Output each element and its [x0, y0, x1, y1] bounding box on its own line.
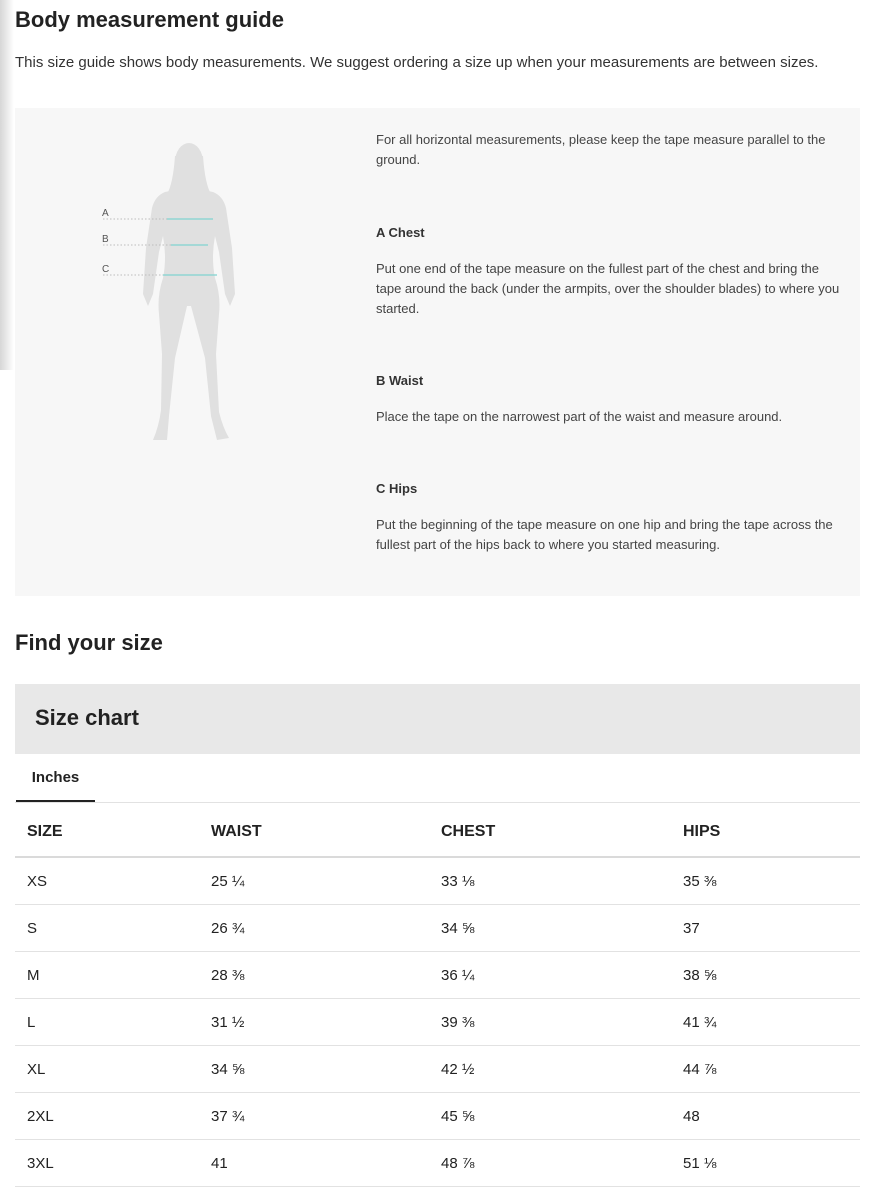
waist-instruction: Place the tape on the narrowest part of the waist and measure around. [376, 409, 783, 424]
hips-cell: 44 ⅞ [671, 1046, 860, 1093]
table-row [15, 1046, 860, 1093]
label-b: B [102, 234, 109, 245]
column-header-chest: CHEST [429, 808, 671, 857]
silhouette [143, 143, 235, 440]
body-silhouette-illustration [95, 136, 255, 446]
hips-heading: C Hips [376, 481, 418, 496]
guide-intro: This size guide shows body measurements. We suggest ordering a size up when your measurements are between sizes. [15, 54, 819, 71]
chest-cell: 45 ⅝ [429, 1093, 671, 1140]
tab-inches[interactable]: Inches [16, 754, 95, 802]
size-cell: XS [15, 857, 199, 905]
find-size-title: Find your size [15, 630, 163, 655]
hips-cell: 38 ⅝ [671, 952, 860, 999]
waist-cell: 28 ⅜ [199, 952, 429, 999]
column-header-hips: HIPS [671, 808, 860, 857]
general-instruction: For all horizontal measurements, please keep the tape measure parallel to the ground. [376, 132, 826, 167]
table-row [15, 857, 860, 905]
size-cell: XL [15, 1046, 199, 1093]
table-row [15, 1140, 860, 1187]
waist-cell: 41 [199, 1140, 429, 1187]
label-a: A [102, 208, 109, 219]
hips-cell: 37 [671, 905, 860, 952]
size-table [15, 808, 860, 1187]
chest-cell: 33 ⅛ [429, 857, 671, 905]
guide-title: Body measurement guide [15, 7, 284, 32]
label-c: C [102, 264, 110, 275]
hips-cell: 51 ⅛ [671, 1140, 860, 1187]
chest-heading: A Chest [376, 225, 425, 240]
waist-cell: 31 ½ [199, 999, 429, 1046]
waist-cell: 25 ¼ [199, 857, 429, 905]
waist-cell: 34 ⅝ [199, 1046, 429, 1093]
waist-cell: 26 ¾ [199, 905, 429, 952]
size-cell: L [15, 999, 199, 1046]
chest-cell: 48 ⅞ [429, 1140, 671, 1187]
hips-cell: 35 ⅜ [671, 857, 860, 905]
unit-tabs [15, 754, 860, 803]
chest-cell: 39 ⅜ [429, 999, 671, 1046]
chest-cell: 36 ¼ [429, 952, 671, 999]
hips-instruction: Put the beginning of the tape measure on one hip and bring the tape across the fullest part of the hips back to where you started measuring. [376, 517, 833, 552]
size-chart-title: Size chart [35, 705, 139, 730]
chest-instruction: Put one end of the tape measure on the fullest part of the chest and bring the tape around the back (under the armpits, over the shoulder blades) to where you started. [376, 261, 840, 316]
chest-cell: 34 ⅝ [429, 905, 671, 952]
table-header-row [15, 808, 860, 857]
table-row [15, 952, 860, 999]
size-cell: S [15, 905, 199, 952]
hips-cell: 48 [671, 1093, 860, 1140]
table-row [15, 999, 860, 1046]
column-header-size: SIZE [15, 808, 199, 857]
size-cell: M [15, 952, 199, 999]
table-row [15, 1093, 860, 1140]
hips-cell: 41 ¾ [671, 999, 860, 1046]
chest-cell: 42 ½ [429, 1046, 671, 1093]
table-row [15, 905, 860, 952]
measurement-panel [15, 108, 860, 596]
body-figure [95, 136, 255, 446]
size-cell: 2XL [15, 1093, 199, 1140]
waist-heading: B Waist [376, 373, 424, 388]
waist-cell: 37 ¾ [199, 1093, 429, 1140]
size-cell: 3XL [15, 1140, 199, 1187]
left-edge-shadow [0, 0, 14, 370]
column-header-waist: WAIST [199, 808, 429, 857]
size-chart-header [15, 684, 860, 754]
